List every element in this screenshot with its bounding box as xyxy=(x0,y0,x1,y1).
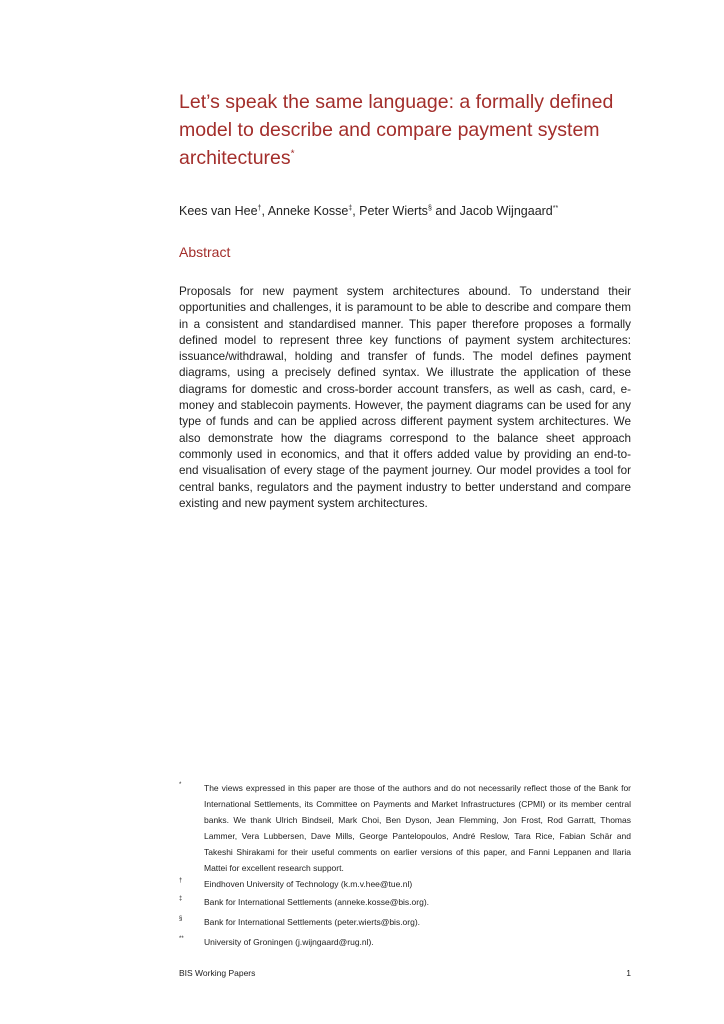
author-footnote-mark: † xyxy=(257,204,262,212)
author-footnote-mark: § xyxy=(427,204,432,212)
abstract-body: Proposals for new payment system architectures abound. To understand their opportunities and challenges, it is paramount to be able to describe and compare them in a consistent and standardised manner. This paper therefore proposes a formally defined model to represent three key functions of payment system architectures: issuance/withdrawal, holding and transfer of funds. The model defines payment diagrams, using a precisely defined syntax. We illustrate the application of these diagrams for domestic and cross-border account transfers, as well as cash, card, e-money and stablecoin payments. However, the payment diagrams can be used for any type of funds and can be applied across different payment system architectures. We also demonstrate how the diagrams correspond to the balance sheet approach commonly used in economics, and that it offers added value by providing an end-to-end visualisation of every stage of the payment journey. Our model provides a tool for central banks, regulators and the payment industry to better understand and compare existing and new payment system architectures. xyxy=(179,285,631,510)
author-name: Anneke Kosse xyxy=(267,204,349,218)
footnote xyxy=(179,780,631,876)
author-separator: , xyxy=(261,204,268,218)
author-list xyxy=(179,202,649,220)
footnote xyxy=(179,894,631,910)
footnote-text: The views expressed in this paper are those of the authors and do not necessarily reflect those of the Bank for International Settlements, its Committee on Payments and Market Infrastructures (CPMI) or its member central banks. We thank Ulrich Bindseil, Mark Choi, Ben Dyson, Jean Flemming, Jon Frost, Rod Garratt, Thomas Lammer, Vera Lubbersen, Dave Mills, George Pantelopoulos, André Reslow, Tara Rice, Fabian Schär and Takeshi Shirakami for their useful comments on earlier versions of this paper, and Fanni Leppanen and Ilaria Mattei for excellent research support. xyxy=(204,783,631,873)
author-name: Peter Wierts xyxy=(359,204,428,218)
title-footnote-mark: * xyxy=(290,148,295,160)
author-separator: , xyxy=(352,204,360,218)
author-footnote-mark: ** xyxy=(552,204,559,212)
page-number: 1 xyxy=(626,968,631,978)
author-separator: and xyxy=(431,204,460,218)
footnote-text: Bank for International Settlements (peter.wierts@bis.org). xyxy=(204,917,421,927)
footnotes xyxy=(179,780,631,950)
abstract-heading: Abstract xyxy=(179,244,231,260)
author-name: Kees van Hee xyxy=(179,204,258,218)
footnote-mark: § xyxy=(179,916,183,922)
footnote xyxy=(179,876,631,892)
page-footer xyxy=(179,967,631,979)
footnote-mark: ** xyxy=(179,936,184,942)
footnote-text: Bank for International Settlements (anneke.kosse@bis.org). xyxy=(204,897,430,907)
footnote-text: Eindhoven University of Technology (k.m.v.hee@tue.nl) xyxy=(204,879,413,889)
title-text: Let’s speak the same language: a formally defined model to describe and compare payment system architectures xyxy=(179,91,614,169)
footnote xyxy=(179,914,631,930)
footnote-mark: † xyxy=(179,878,183,884)
author-name: Jacob Wijngaard xyxy=(459,204,553,218)
footnote-text: University of Groningen (j.wijngaard@rug.nl). xyxy=(204,937,374,947)
footnote-mark: * xyxy=(179,782,182,788)
footer-series: BIS Working Papers xyxy=(179,968,256,978)
footnote-mark: ‡ xyxy=(179,896,183,902)
author-footnote-mark: ‡ xyxy=(348,204,353,212)
footnote xyxy=(179,934,631,950)
paper-title xyxy=(179,88,649,172)
